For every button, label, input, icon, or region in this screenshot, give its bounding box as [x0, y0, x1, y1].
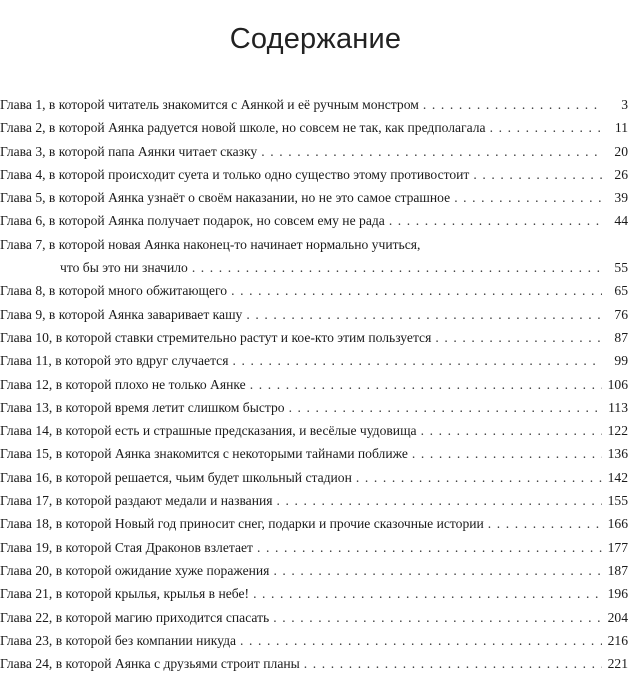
toc-entry-row: [0, 466, 628, 489]
dot-leader: [454, 186, 602, 209]
toc-entry-page-number: 76: [614, 306, 628, 322]
toc-entry-page-number: 142: [607, 469, 628, 485]
toc-entry-row: [0, 140, 628, 163]
toc-entry: [0, 209, 628, 232]
toc-entry-page-number: 20: [614, 143, 628, 159]
toc-entry-row: [0, 606, 628, 629]
toc-entry: [0, 396, 628, 419]
toc-entry-label: Глава 6, в которой Аянка получает подарок, но совсем ему не рада: [0, 213, 385, 229]
toc-entry-label: Глава 8, в которой много обжитающего: [0, 283, 228, 299]
toc-entry: [0, 466, 628, 489]
toc-entry-label: Глава 12, в которой плохо не только Аянке: [0, 376, 246, 392]
toc-entry-page-number: 106: [607, 376, 628, 392]
toc-entry: [0, 442, 628, 465]
toc-entry-row: [0, 629, 628, 652]
toc-entry-label: Глава 1, в которой читатель знакомится с Аянкой и её ручным монстром: [0, 97, 419, 112]
dot-leader: [273, 606, 602, 629]
toc-entry-page-number: 26: [614, 166, 628, 182]
toc-entry-page-number: 136: [607, 446, 628, 462]
dot-leader: [423, 93, 602, 116]
toc-entry-label: Глава 23, в которой без компании никуда: [0, 632, 237, 648]
toc-entry-row: [0, 186, 628, 209]
dot-leader: [412, 442, 602, 465]
toc-entry: [0, 326, 628, 349]
toc-entry-label: Глава 4, в которой происходит суета и только одно существо этому противостоит: [0, 166, 470, 182]
toc-entry: [0, 489, 628, 512]
toc-entry-row: [0, 419, 628, 442]
toc-entry-page-number: 113: [608, 399, 628, 415]
toc-entry: [0, 256, 628, 279]
page-title: Содержание: [229, 23, 402, 56]
dot-leader: [240, 629, 602, 652]
toc-entry-label: Глава 17, в которой раздают медали и названия: [0, 493, 273, 509]
toc-entry-row: [0, 373, 628, 396]
toc-entry-page-number: 155: [607, 493, 628, 509]
toc-entry-row: [0, 163, 628, 186]
toc-entry-page-number: 87: [614, 329, 628, 345]
toc-entry-page-number: 55: [614, 260, 628, 276]
toc-entry-label: что бы это ни значило: [60, 260, 188, 276]
toc-entry-page-number: 216: [607, 632, 628, 648]
toc-entry: [0, 93, 628, 116]
dot-leader: [192, 256, 602, 279]
toc-entry-page-number: 39: [614, 190, 628, 206]
toc-entry-page-number: 187: [607, 562, 628, 578]
toc-entry-page-number: 204: [607, 609, 628, 625]
toc-entry: [0, 163, 628, 186]
toc-entry: [0, 303, 628, 326]
toc-entry: [0, 233, 628, 256]
dot-leader: [257, 536, 602, 559]
dot-leader: [232, 349, 602, 372]
toc-entry-page-number: 44: [614, 213, 628, 229]
toc-entry: [0, 536, 628, 559]
toc-entry-page-number: 11: [614, 120, 628, 136]
toc-entry-page-number: 221: [607, 656, 628, 672]
dot-leader: [289, 396, 602, 419]
toc-entry-row: [0, 536, 628, 559]
dot-leader: [231, 279, 602, 302]
toc-entry-page-number: 166: [607, 516, 628, 532]
toc-entry-row: [0, 93, 628, 116]
toc-entry-label: Глава 14, в которой есть и страшные предсказания, и весёлые чудовища: [0, 423, 417, 439]
toc-entry: [0, 140, 628, 163]
dot-leader: [246, 303, 602, 326]
toc-entry: [0, 582, 628, 605]
toc-entry-label: Глава 16, в которой решается, чьим будет школьный стадион: [0, 469, 352, 485]
toc-entry-row: [0, 303, 628, 326]
toc-entry-label: Глава 15, в которой Аянка знакомится с некоторыми тайнами поближе: [0, 446, 408, 462]
dot-leader: [253, 582, 602, 605]
toc-entry: [0, 279, 628, 302]
toc-entry-row: [0, 559, 628, 582]
toc-entry-row: [0, 279, 628, 302]
toc-entry-label: Глава 22, в которой магию приходится спасать: [0, 609, 270, 625]
toc-entry-row: [0, 582, 628, 605]
dot-leader: [488, 512, 602, 535]
toc-entry-label: Глава 5, в которой Аянка узнаёт о своём наказании, но не это самое страшное: [0, 190, 451, 206]
toc-entry-row: [0, 442, 628, 465]
toc-entry: [0, 186, 628, 209]
toc-entry-row: [0, 489, 628, 512]
toc-entry-page-number: 99: [614, 353, 628, 369]
toc-entry-label: Глава 9, в которой Аянка заваривает кашу: [0, 306, 243, 322]
dot-leader: [273, 559, 602, 582]
toc-entry-row: [0, 233, 628, 256]
toc-entry: [0, 349, 628, 372]
toc-entry-row: [0, 326, 628, 349]
toc-entry-label: Глава 21, в которой крылья, крылья в небе!: [0, 586, 250, 602]
toc-entry-label: Глава 11, в которой это вдруг случается: [0, 353, 229, 369]
toc-list: [0, 93, 628, 675]
toc-entry-label: Глава 18, в которой Новый год приносит снег, подарки и прочие сказочные истории: [0, 516, 484, 532]
toc-entry-label: Глава 2, в которой Аянка радуется новой школе, но совсем не так, как предполагала: [0, 120, 486, 136]
toc-entry-row: [0, 349, 628, 372]
toc-entry: [0, 512, 628, 535]
toc-entry-label: Глава 24, в которой Аянка с друзьями строит планы: [0, 656, 300, 672]
dot-leader: [389, 209, 602, 232]
toc-entry-label: Глава 20, в которой ожидание хуже поражения: [0, 562, 270, 578]
toc-entry: [0, 606, 628, 629]
dot-leader: [421, 419, 602, 442]
dot-leader: [277, 489, 602, 512]
toc-entry-label: Глава 7, в которой новая Аянка наконец-то начинает нормально учиться,: [0, 236, 421, 252]
toc-entry-row: [0, 512, 628, 535]
dot-leader: [435, 326, 602, 349]
toc-entry: [0, 116, 628, 139]
toc-entry-row: [0, 396, 628, 419]
toc-entry-row: [0, 116, 628, 139]
toc-entry-label: Глава 3, в которой папа Аянки читает сказку: [0, 143, 258, 159]
toc-entry-label: Глава 10, в которой ставки стремительно растут и кое-кто этим пользуется: [0, 329, 432, 345]
toc-entry-page-number: 177: [607, 539, 628, 555]
toc-entry: [0, 559, 628, 582]
toc-entry: [0, 419, 628, 442]
toc-entry-page-number: 196: [607, 586, 628, 602]
toc-entry-label: Глава 13, в которой время летит слишком быстро: [0, 399, 285, 415]
toc-entry-page-number: 122: [607, 423, 628, 439]
toc-entry-row: [60, 256, 628, 279]
dot-leader: [356, 466, 602, 489]
toc-entry-page-number: 3: [621, 97, 628, 112]
dot-leader: [490, 116, 602, 139]
toc-entry-row: [0, 209, 628, 232]
toc-entry-label: Глава 19, в которой Стая Драконов взлетает: [0, 539, 253, 555]
toc-entry-page-number: 65: [614, 283, 628, 299]
dot-leader: [250, 373, 602, 396]
toc-entry: [0, 373, 628, 396]
toc-entry: [0, 629, 628, 652]
dot-leader: [261, 140, 602, 163]
dot-leader: [473, 163, 602, 186]
